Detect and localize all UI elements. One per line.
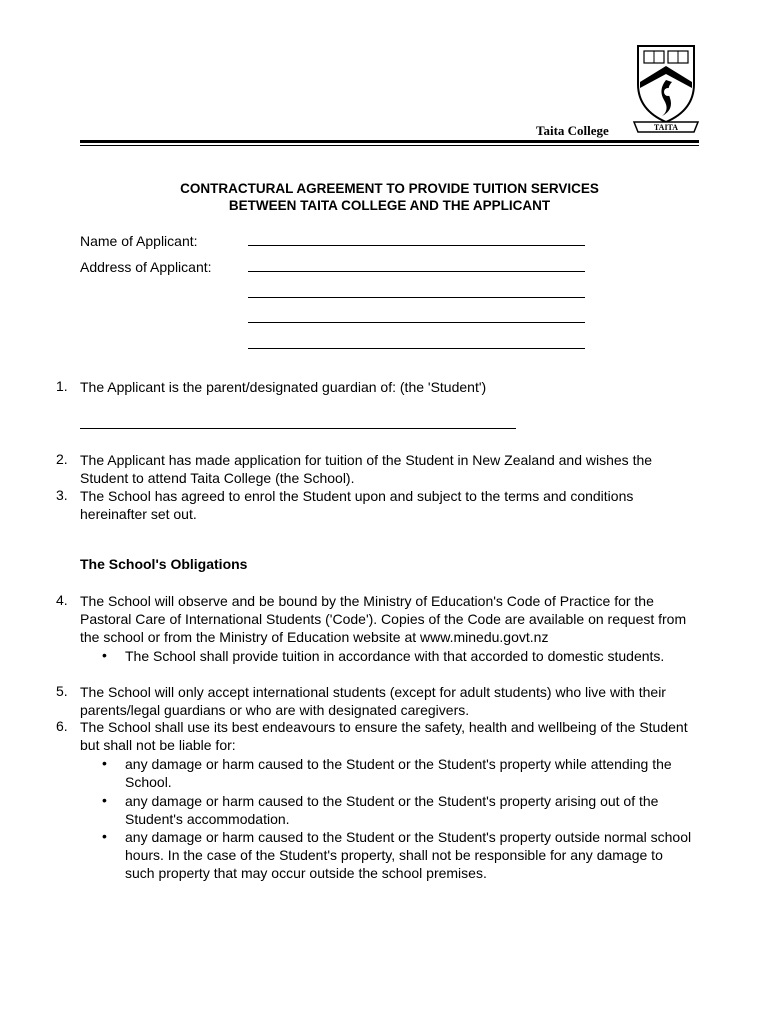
address-line-2-field[interactable]	[248, 285, 585, 301]
clause-4-bullet-1: The School shall provide tuition in accordance with that accorded to domestic students.	[125, 648, 665, 664]
clause-6-bullet-1: any damage or harm caused to the Student or the Student's property while attending the School.	[125, 756, 672, 790]
document-title-line2: BETWEEN TAITA COLLEGE AND THE APPLICANT	[228, 198, 551, 213]
clause-2-text: The Applicant has made application for tuition of the Student in New Zealand and wishes the Student to attend Taita College (the School).	[80, 452, 653, 486]
address-of-applicant-label: Address of Applicant:	[80, 259, 212, 275]
clause-6-bullet-2: any damage or harm caused to the Student or the Student's property arising out of the Student's accommodation.	[125, 793, 659, 827]
address-line-4-field[interactable]	[248, 336, 585, 352]
name-of-applicant-label: Name of Applicant:	[80, 233, 198, 249]
clause-5-text: The School will only accept international students (except for adult students) who live with their parents/legal guardians or who are with designated caregivers.	[80, 684, 666, 718]
school-name: Taita College	[536, 123, 609, 138]
clause-6-number: 6.	[56, 718, 68, 734]
header-rule-thin	[80, 145, 699, 146]
bullet-marker: •	[102, 792, 107, 808]
clause-5-number: 5.	[56, 683, 68, 699]
clause-1-number: 1.	[56, 378, 68, 394]
clause-2-number: 2.	[56, 451, 68, 467]
address-line-1-field[interactable]	[248, 259, 585, 275]
address-line-3-field[interactable]	[248, 310, 585, 326]
clause-1-text: The Applicant is the parent/designated guardian of: (the 'Student')	[80, 379, 487, 395]
student-name-field[interactable]	[80, 428, 516, 429]
school-crest-logo	[632, 40, 700, 136]
bullet-marker: •	[102, 647, 107, 663]
section-heading-school-obligations: The School's Obligations	[80, 556, 248, 572]
name-of-applicant-field[interactable]	[248, 233, 585, 249]
clause-3-text: The School has agreed to enrol the Student upon and subject to the terms and conditions hereinafter set out.	[80, 488, 634, 522]
clause-6-text: The School shall use its best endeavours to ensure the safety, health and wellbeing of the Student but shall not be liable for:	[80, 719, 688, 753]
crest-banner-text: TAITA	[653, 123, 679, 132]
clause-6-bullet-3: any damage or harm caused to the Student or the Student's property outside normal school hours. In the case of the Student's property, shall not be responsible for any damage to such property that may occur outside the school premises.	[125, 829, 692, 881]
document-title-line1: CONTRACTURAL AGREEMENT TO PROVIDE TUITION SERVICES	[180, 181, 599, 196]
clause-4-text: The School will observe and be bound by the Ministry of Education's Code of Practice for the Pastoral Care of International Students ('Code'). Copies of the Code are available on request from the school or from the Ministry of Education website at www.minedu.govt.nz	[80, 593, 687, 645]
clause-3-number: 3.	[56, 487, 68, 503]
header-rule-thick	[80, 140, 699, 143]
clause-4-number: 4.	[56, 592, 68, 608]
bullet-marker: •	[102, 828, 107, 844]
bullet-marker: •	[102, 755, 107, 771]
